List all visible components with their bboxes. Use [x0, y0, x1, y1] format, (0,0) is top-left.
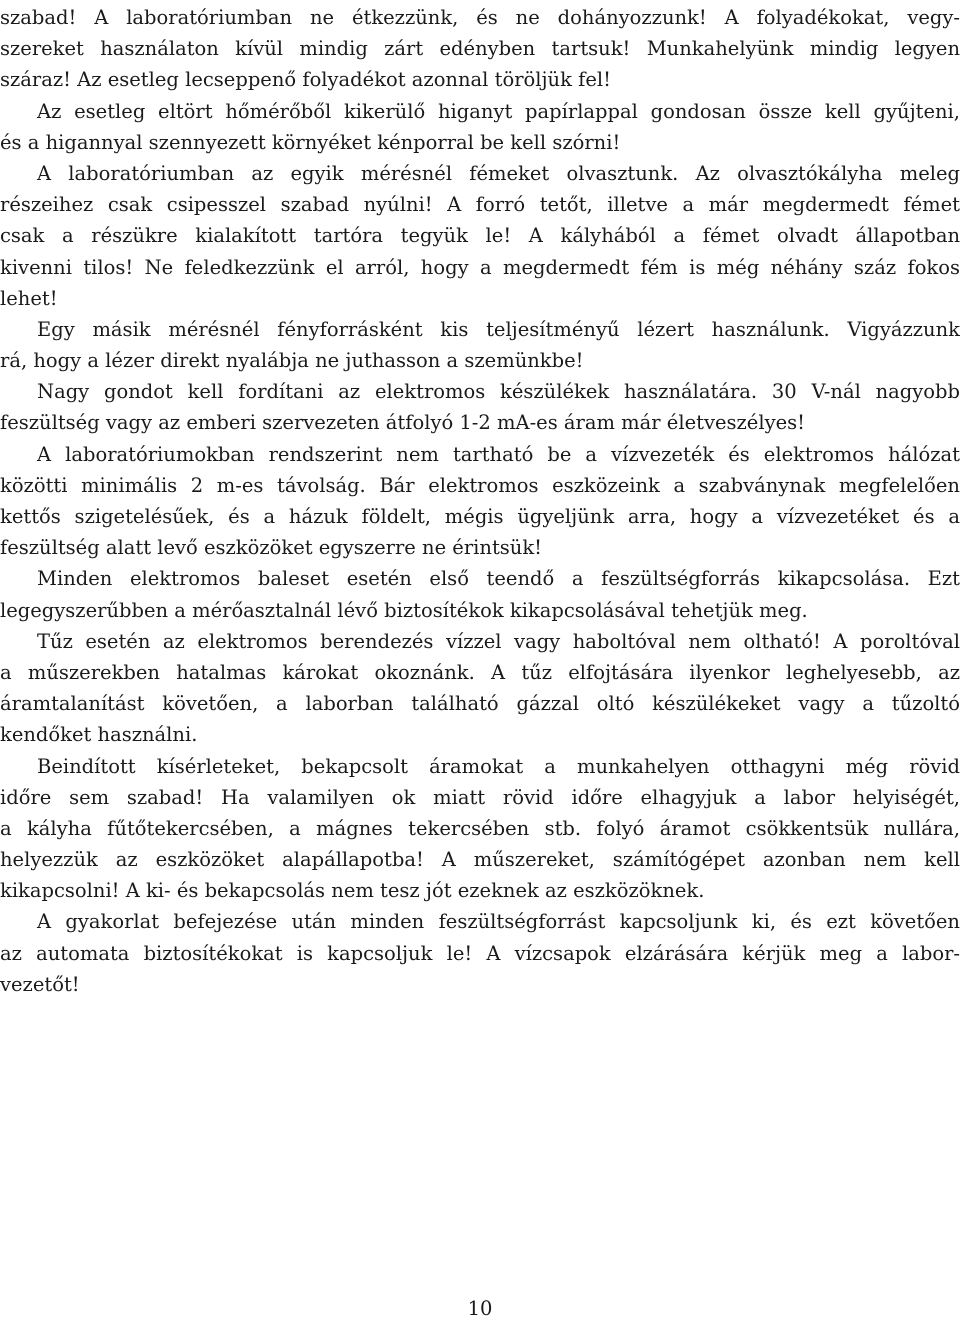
text-line: és a higannyal szennyezett környéket kénporral be kell szórni! — [0, 130, 621, 154]
text-line: A gyakorlat befejezése után minden feszültségforrást kapcsoljunk ki, és ezt követően — [37, 910, 960, 934]
text-line: lehet! — [0, 286, 58, 310]
text-line: A laboratóriumban az egyik mérésnél fémeket olvasztunk. Az olvasztókályha meleg — [37, 161, 960, 185]
text-line: legegyszerűbben a mérőasztalnál lévő biztosítékok kikapcsolásával tehetjük meg. — [0, 598, 808, 622]
text-line: szereket használaton kívül mindig zárt edényben tartsuk! Munkahelyünk mindig legyen — [0, 37, 960, 61]
text-line: helyezzük az eszközöket alapállapotba! A műszereket, számítógépet azonban nem kell — [0, 848, 960, 872]
text-line: Beindított kísérleteket, bekapcsolt áramokat a munkahelyen otthagyni még rövid — [37, 754, 960, 778]
text-line: időre sem szabad! Ha valamilyen ok miatt rövid időre elhagyjuk a labor helyiségét, — [0, 785, 960, 809]
text-line: közötti minimális 2 m-es távolság. Bár elektromos eszközeink a szabványnak megfelelően — [0, 473, 960, 497]
text-line: a műszerekben hatalmas károkat okoznánk. A tűz elfojtására ilyenkor leghelyesebb, az — [0, 660, 960, 684]
text-line: a kályha fűtőtekercsében, a mágnes tekercsében stb. folyó áramot csökkentsük nullára, — [0, 816, 960, 840]
text-line: vezetőt! — [0, 972, 80, 996]
text-line: Egy másik mérésnél fényforrásként kis teljesítményű lézert használunk. Vigyázzunk — [37, 317, 960, 341]
text-line: szabad! A laboratóriumban ne étkezzünk, és ne dohányozzunk! A folyadékokat, vegy- — [0, 6, 960, 29]
text-line: kikapcsolni! A ki- és bekapcsolás nem tesz jót ezeknek az eszközöknek. — [0, 879, 705, 903]
text-line: Tűz esetén az elektromos berendezés vízzel vagy haboltóval nem oltható! A poroltóval — [37, 629, 960, 653]
text-line: feszültség alatt levő eszközöket egyszerre ne érintsük! — [0, 536, 543, 560]
document-body — [0, 2, 960, 1000]
text-line: Nagy gondot kell fordítani az elektromos készülékek használatára. 30 V-nál nagyobb — [37, 380, 960, 404]
text-line: kendőket használni. — [0, 723, 198, 747]
text-line: rá, hogy a lézer direkt nyalábja ne juthasson a szemünkbe! — [0, 349, 584, 373]
text-line: kettős szigetelésűek, és a házuk földelt, mégis ügyeljünk arra, hogy a vízvezetéket és a — [0, 505, 960, 528]
text-line: feszültség vagy az emberi szervezeten átfolyó 1-2 mA-es áram már életveszélyes! — [0, 411, 805, 435]
text-line: áramtalanítást követően, a laborban található gázzal oltó készülékeket vagy a tűzoltó — [0, 692, 960, 716]
text-line: száraz! Az esetleg lecseppenő folyadékot azonnal töröljük fel! — [0, 68, 611, 92]
page-number: 10 — [467, 1297, 493, 1320]
text-line: Minden elektromos baleset esetén első teendő a feszültségforrás kikapcsolása. Ezt — [37, 567, 960, 591]
text-line: Az esetleg eltört hőmérőből kikerülő higanyt papírlappal gondosan össze kell gyűjteni, — [37, 99, 960, 123]
text-line: csak a részükre kialakított tartóra tegyük le! A kályhából a fémet olvadt állapotban — [0, 224, 960, 248]
text-line: A laboratóriumokban rendszerint nem tartható be a vízvezeték és elektromos hálózat — [37, 442, 960, 466]
text-line: az automata biztosítékokat is kapcsoljuk le! A vízcsapok elzárására kérjük meg a labor- — [0, 941, 960, 965]
text-line: részeihez csak csipesszel szabad nyúlni! A forró tetőt, illetve a már megdermedt fémet — [0, 193, 960, 217]
text-line: kivenni tilos! Ne feledkezzünk el arról, hogy a megdermedt fém is még néhány száz fokos — [0, 255, 960, 279]
